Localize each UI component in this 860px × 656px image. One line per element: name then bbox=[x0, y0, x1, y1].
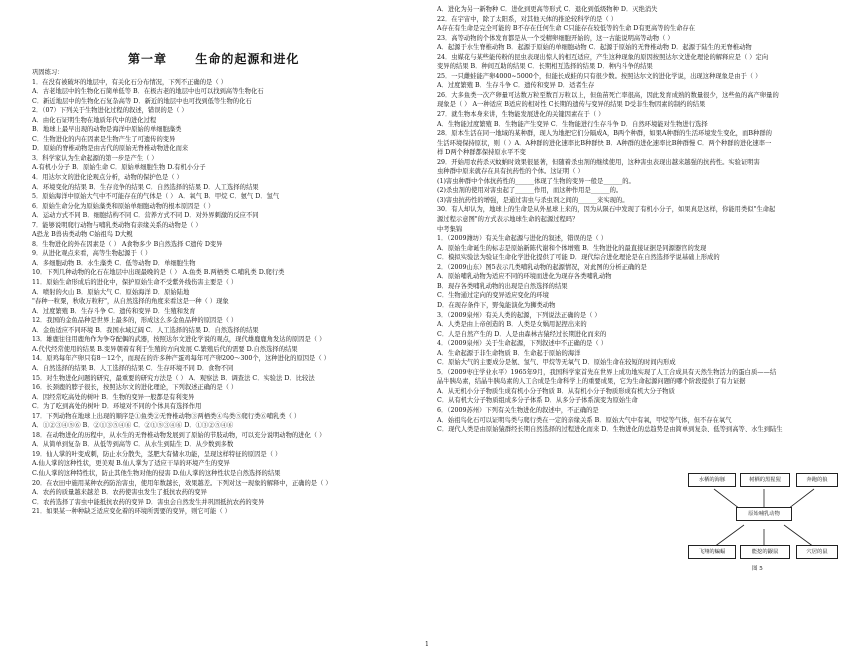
text-line: A．自然选择的结果 B．人工选择的结果 C．生存环境不同 D．食物不同 bbox=[32, 364, 234, 372]
text-line: 29．开始用农药杀灭蚊蚋时效果很显著，但随着杀虫剂的继续使用，这种害虫表现出越来越强的抗药性。实验证明害 bbox=[437, 158, 760, 166]
diagram-box-chimpanzee: 树栖的黑猩猩 bbox=[740, 473, 790, 487]
text-line: 源过程示意图"的方式表示地球生命的起源过程吗？ bbox=[437, 216, 579, 224]
left-text-block bbox=[32, 68, 426, 517]
text-line: A．从无机小分子物质生成有机小分子物质 B．从有机小分子物质形成有机大分子物质 bbox=[437, 387, 675, 395]
text-line: A．①②③④⑤⑥ B．②①③⑤④⑥ C．②①⑤③④⑥ D．①③②⑤④⑥ bbox=[32, 422, 234, 430]
text-line: A．金鱼适应不同环境 B．我国水域辽阔 C．人工选择的结果 D．自然选择的结果 bbox=[32, 326, 259, 334]
text-line: C．生物通过定向的变异适应变化的环境 bbox=[437, 292, 549, 300]
text-line: 8．生物进化的外在因素是（ ） A食物多少 B自然选择 C遗传 D变异 bbox=[32, 240, 223, 248]
text-line: 7．能够说明爬行动物与哺乳类动物有亲缘关系的动物是（ ） bbox=[32, 221, 202, 229]
text-line: A.有机小分子 B．原始生命 C．原始单细胞生物 D.有机小分子 bbox=[32, 164, 206, 172]
text-line: A．运动方式不同 B．细胞结构不同 C．营养方式不同 D．对外界刺激的反应不同 bbox=[32, 212, 259, 220]
text-line: 4．（2009泉州）关于生命起源，下列叙述中不正确的是（ ） bbox=[437, 340, 608, 348]
text-line: A恐龙 B兽齿类动物 C始祖鸟 D大鲵 bbox=[32, 231, 133, 239]
text-line: A．人类是由上帝创造的 B．人类是女娲用泥捏出来的 bbox=[437, 321, 587, 329]
text-line: A．从简单到复杂 B．从低等到高等 C．从水生到陆生 D．从少数到多数 bbox=[32, 441, 234, 449]
text-line: 9．从进化观点来看，高等生物起源于（ ） bbox=[32, 250, 152, 258]
text-line: A．始祖鸟化石可以证明鸟类与爬行类在一定的亲缘关系 B．原始大气中有氧，甲烷等气体，但不存在氧气 bbox=[437, 416, 732, 424]
text-line: 19．仙人掌的叶变成刺，防止水分散失，茎肥大有储水功能，呈现这样特征的原因是（ ） bbox=[32, 450, 282, 458]
diagram-box-mole: 能挖的鼹鼠 bbox=[740, 545, 790, 559]
text-line: (2)杀虫剂的使用对害虫起了______作用，而这种作用是______的。 bbox=[437, 187, 623, 195]
text-line: 12．我国的金鱼品种是世界上最多的，形成这么多金鱼品种的原因是（ ） bbox=[32, 317, 238, 325]
text-line: A．生物能过度繁殖 B．生物能产生变异 C．生物能进行生存斗争 D．自然环境能对生物进行选择 bbox=[437, 120, 708, 128]
text-line: C．从有机大分子物质组成多分子体系 D．从多分子体系演变为原始生命 bbox=[437, 397, 638, 405]
text-line: A．生命起源于非生命物质 B．生命起于原始的海洋 bbox=[437, 349, 581, 357]
text-line: C．新近地层中的生物化石复杂高等 D．新近的地层中也可找到低等生物的化石 bbox=[32, 97, 252, 105]
text-line: A．农药的质量越来越差 B．农药使害虫发生了抵抗农药的变异 bbox=[32, 489, 207, 497]
text-line: C．现代人类是由原始猿群经长期自然选择的过程进化而来 D．生物进化的总趋势是由简单到复杂、低等到高等、水生到陆生 bbox=[437, 426, 783, 434]
right-text-block bbox=[437, 5, 835, 435]
text-line: 24．虫媒花与某些能传粉的昆虫表现出惊人的相互适应，产生这种现象的原因按照达尔文进化理论的解释应是（ ）定向 bbox=[437, 53, 769, 61]
text-line: A．原始生命诞生的标志是原始新陈代谢和个体增殖 B．生物进化的最直接证据是同源器官的发现 bbox=[437, 244, 707, 252]
text-line: 变异的结果 B．种间互助的结果 C．长期相互选择的结果 D．种内斗争的结果 bbox=[437, 63, 653, 71]
text-line: 虫种群中原来就存在具有抗药性的个体。这证明（ ） bbox=[437, 168, 584, 176]
text-line: 6．（2009苏州）下列有关生物进化的叙述中，不正确的是 bbox=[437, 406, 599, 414]
text-line: 6．原始生命分化为原始藻类和原始单细胞动物的根本原因是（ ） bbox=[32, 202, 215, 210]
text-line: 1．（2009潍坊）有关生命起源与进化的叙述，错误的是（ ） bbox=[437, 235, 608, 243]
text-line: D．在现存条件下，野兔能演化为狮类动物 bbox=[437, 301, 556, 309]
page-number: 1 bbox=[425, 641, 429, 648]
text-line: A．原始哺乳动物为适应不同的环境而进化为现存各类哺乳动物 bbox=[437, 273, 612, 281]
text-line: (1)害虫种群中个体抗药性的______体现了生物的变异一般是______的。 bbox=[437, 177, 635, 185]
diagram-box-primitive-mammal: 原始哺乳动物 bbox=[736, 507, 792, 521]
text-line: A．多细胞动物 B．水生藻类 C．低等动物 D．单细胞生物 bbox=[32, 259, 196, 267]
diagram-box-mouse: 穴居的鼠 bbox=[796, 545, 838, 559]
diagram-box-dolphin: 水栖的海豚 bbox=[688, 473, 736, 487]
text-line: 30．有人却认为，地球上的生命是从外星球上来的，因为从陨石中发现了有机小分子，如果真是这样，你能用类似"生命起 bbox=[437, 206, 776, 214]
text-line: 5．（2009枣庄学业水平）1965年9月，我国科学家首先在世界上成功地实现了人工合成具有天然生物活力的蛋白质——结 bbox=[437, 368, 777, 376]
text-line: 现象是（ ） A一种适应 B适应的相对性 C长期的遗传与变异的结果 D受非生物因素的制约的结果 bbox=[437, 101, 706, 109]
text-line: 20．在农田中施用某种农药防治害虫，使用年数越长，效果越差。下列对这一现象的解释中，正确的是（ ） bbox=[32, 479, 332, 487]
text-line: 10．下列几种动物的化石在地层中出现最晚的是（ ） A.鱼类 B.两栖类 C.哺乳类 D.爬行类 bbox=[32, 269, 285, 277]
text-line: "春种一粒粟，秋收万粒籽"，从自然选择的角度来看这是一种（ ）现象 bbox=[32, 298, 229, 306]
text-line: 11．原始生命形成后的进化中，保护原始生命不受紫外线伤害主要是（ ） bbox=[32, 279, 238, 287]
text-line: A存在有生命是完全可能的 B不存在任何生命 C只能存在较低等的生命 D有更高等的生命存在 bbox=[437, 25, 696, 33]
text-line: 26．大多鱼类一次产卵量可达数万粒至数百万粒以上，但鱼苗死亡率很高，因此发育成熟的数量很少，这些鱼的高产卵量的 bbox=[437, 91, 779, 99]
text-line: C．生物进化的内在因素是生物产生了可遗传的变异 bbox=[32, 135, 176, 143]
text-line: 3．科学家认为生命起源的第一步是产生（ ） bbox=[32, 154, 158, 162]
text-line: 23．高等动物的个体发育都是从一个受精卵细胞开始的，这一古能说明高等动物（ ） bbox=[437, 34, 674, 42]
text-line: 17．下列动物在地球上出现的顺序是①鱼类②无脊椎动物③两栖类④鸟类⑤爬行类⑥哺乳类（ ） bbox=[32, 412, 301, 420]
text-line: 27．就生物本身来讲，生物能发展进化的关键因素在于（ ） bbox=[437, 111, 605, 119]
text-line: A．环境变化的结果 B．生存竞争的结果 C．自然选择的结果 D．人工选择的结果 bbox=[32, 183, 259, 191]
text-line: C．原始大气的主要成分是氨、氢气、甲烷等无氧气 D．原始生命在较短的时间内形成 bbox=[437, 359, 676, 367]
text-line: 14．原鸡每年产卵只有8－12个，而现在的许多种产蛋鸡每年可产卵200～300个，这种进化的原因是（ ） bbox=[32, 355, 330, 363]
text-line: 2．（07）下列关于生物进化过程的叙述，错误的是（ ） bbox=[32, 107, 188, 115]
chapter-number: 第一章 bbox=[128, 52, 168, 66]
text-line: A．喷射的火山 B．原始大气 C．原始海洋 D．原始陆地 bbox=[32, 288, 190, 296]
text-line: 15．对生物进化问题的研究，最重要的研究方法是（ ） A．观察法 B．调查法 C．实验法 D．比较法 bbox=[32, 374, 315, 382]
text-line: B．现存各类哺乳动物的出现是自然选择的结果 bbox=[437, 282, 568, 290]
figure-caption: 图 5 bbox=[752, 566, 763, 572]
text-line: 生活环境保持原状，则（ ）A．A种群的进化速率比B种群快 B．A种群的进化速率比B种群慢 C．两个种群的进化速率一 bbox=[437, 139, 772, 147]
text-line: 样 D两个种群都保持原水平不变 bbox=[437, 149, 526, 157]
text-line: C．人是自然产生的 D．人是由森林古猿经过长期进化而来的 bbox=[437, 330, 607, 338]
text-line: A．因经常吃高处的树叶 B．生物的变异一般都是有利变异 bbox=[32, 393, 195, 401]
text-line: A．由化石证明生物在地质年代中的进化过程 bbox=[32, 116, 157, 124]
text-line: 4．用达尔文的进化论观点分析，动物的保护色是（ ） bbox=[32, 174, 183, 182]
text-line: A.仙人掌的这种性状，更美观 B.仙人掌为了适应干旱的环境产生的变异 bbox=[32, 460, 230, 468]
text-line: D．原始的脊椎动物是由古代的原始无脊椎动物进化而来 bbox=[32, 145, 189, 153]
text-line: C．模拟实验法为验证生命化学进化提供了可能 D．现代综合进化理论是在自然选择学说基础上形成的 bbox=[437, 254, 720, 262]
chapter-name: 生命的起源和进化 bbox=[195, 52, 300, 66]
text-line: 18．在动物进化的历程中，从水生的无脊椎动物发展到了原始的节肢动物，可以充分说明动物的进化（ ） bbox=[32, 431, 326, 439]
text-line: 28．原本生活在同一地域的某种群，现人为地把它们分隔成A，B两个种群，如果A种群的生活环境发生变化，而B种群的 bbox=[437, 130, 772, 138]
text-line: C．农药选择了害虫中能抵抗农药的变异 D．害虫会自然发生并巩固抵抗农药的变异 bbox=[32, 498, 265, 506]
text-line: C.仙人掌的这种特性状，防止其他生物对他的侵害 D.仙人掌的这种性状是自然选择的结果 bbox=[32, 469, 281, 477]
text-line: C．为了吃到高处的树叶 D．环境对不同的个体具有选择作用 bbox=[32, 403, 202, 411]
text-line: A．起源于水生脊椎动物 B．起源于原始的单细胞动物 C．起源于原始的无脊椎动物 D．起源于陆生的无脊椎动物 bbox=[437, 44, 752, 52]
text-line: A．进化为另一新物种 C．进化到更高等形式 C．退化到低级物种 D．灭绝消失 bbox=[437, 6, 658, 13]
text-line: 13．雄鹿往往用鹿角作为争夺配偶的武器，按照达尔文进化学说的观点，现代雄鹿鹿角发达的原因是（ ） bbox=[32, 336, 326, 344]
left-column bbox=[32, 0, 426, 656]
text-line: 3．（2009泉州）有关人类的起源，下列说法正确的是（ ） bbox=[437, 311, 601, 319]
text-line: (3)害虫抗药性的增强，是通过害虫与杀虫剂之间的______来实现的。 bbox=[437, 196, 629, 204]
text-line: 16．长颈鹿的脖子很长，按照达尔文的进化理论，下列叙述正确的是（ ） bbox=[32, 384, 238, 392]
text-line: 巩固练习： bbox=[32, 69, 64, 76]
diagram-box-bat: 飞翔的蝙蝠 bbox=[688, 545, 736, 559]
text-line: A．古老地层中的生物化石简单低等 B．在极古老的地层中也可以找到高等生物化石 bbox=[32, 88, 264, 96]
text-line: B．地球上最早出现的动物是海洋中原始的单细胞藻类 bbox=[32, 126, 182, 134]
evolution-diagram bbox=[688, 467, 840, 576]
text-line: 22．在宇宙中，除了太阳系，对其他天体的推论较科学的是（ ） bbox=[437, 15, 618, 23]
diagram-box-wolf: 奔跑的狼 bbox=[796, 473, 838, 487]
text-line: 5．原始海洋中原始大气中不可能存在的气体是（ ） A．氧气 B．甲烷 C．氨气 D．氢气 bbox=[32, 193, 280, 201]
section-heading: 中考集锦 bbox=[437, 225, 463, 233]
text-line: 2．（2009山东）图5表示几类哺乳动物的起源情况，对此图的分析正确的是 bbox=[437, 263, 647, 271]
text-line: A．过度繁殖 B．生存斗争 C．遗传和变异 D．适者生存 bbox=[437, 82, 595, 90]
text-line: A．过度繁殖 B．生存斗争 C．遗传和变异 D．生殖和发育 bbox=[32, 307, 196, 315]
text-line: 21．如果某一种种缺乏适应变化着的环境所需要的变异，则它可能（ ） bbox=[32, 508, 231, 516]
text-line: 1．在没有被破坏的地层中，有关化石分布情况，下列不正确的是（ ） bbox=[32, 78, 227, 86]
text-line: 25．一只雌蛙能产卵4000~5000个，但能长成蛙的只有很少数。按照达尔文的进化学说，出现这种现象是由于（ ） bbox=[437, 72, 762, 80]
text-line: A.代代经常使用的结果 B.变异朝着有利于生殖的方向发展 C.繁殖后代的需要 D.自然选择的结果 bbox=[32, 345, 298, 353]
text-line: 晶牛胰岛素，结晶牛胰岛素的人工合成是生命科学上的重要成果，它为生命起源问题的哪个阶段提供了有力证据 bbox=[437, 378, 746, 386]
